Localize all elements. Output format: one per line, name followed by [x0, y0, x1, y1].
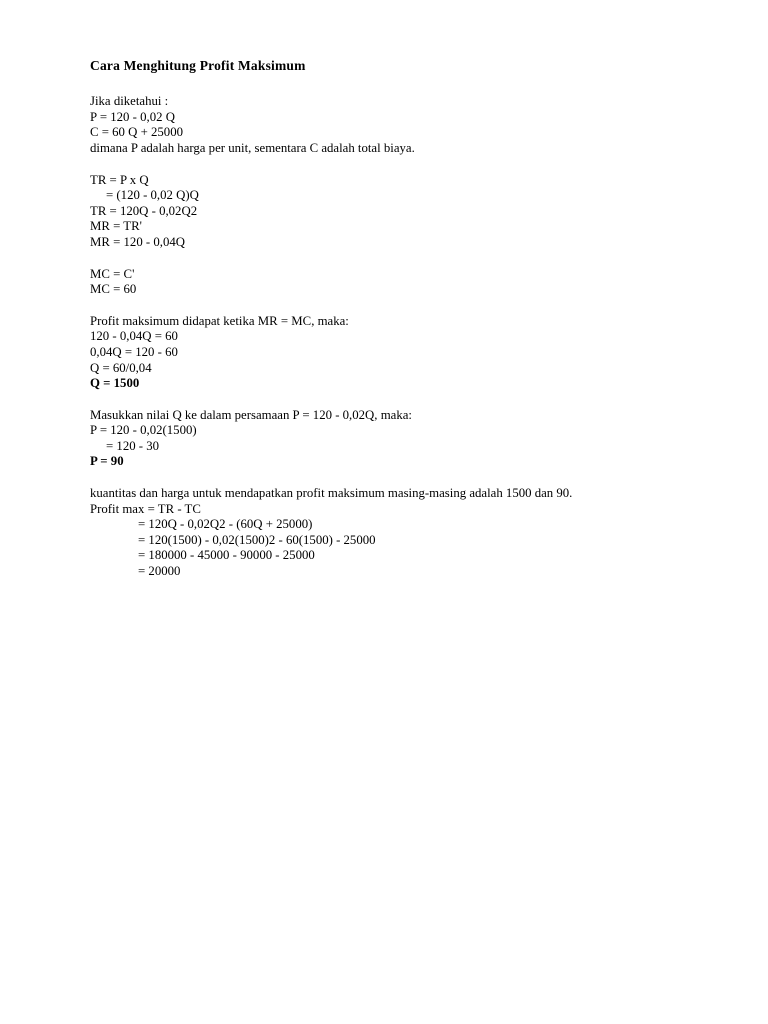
page-title: Cara Menghitung Profit Maksimum — [90, 58, 306, 73]
marginal-cost-block — [90, 267, 690, 298]
text-line: P = 120 - 0,02 Q — [90, 109, 175, 124]
given-block — [90, 94, 690, 156]
text-line: MC = C' — [90, 266, 135, 281]
revenue-block — [90, 173, 690, 251]
quantity-solution-block — [90, 314, 690, 392]
text-line: = 120(1500) - 0,02(1500)2 - 60(1500) - 25000 — [138, 532, 376, 547]
text-line: Jika diketahui : — [90, 94, 169, 109]
text-line: 120 - 0,04Q = 60 — [90, 329, 178, 344]
text-line: = (120 - 0,02 Q)Q — [106, 188, 199, 203]
text-line: Q = 60/0,04 — [90, 360, 152, 375]
text-line: = 120Q - 0,02Q2 - (60Q + 25000) — [138, 517, 313, 532]
text-line: = 120 - 30 — [106, 438, 160, 453]
text-line: MR = 120 - 0,04Q — [90, 234, 186, 249]
text-line: 0,04Q = 120 - 60 — [90, 344, 178, 359]
text-line: Q = 1500 — [90, 376, 140, 391]
document-body — [90, 58, 690, 596]
text-line: MR = TR' — [90, 219, 142, 234]
text-line: TR = P x Q — [90, 172, 149, 187]
text-line: dimana P adalah harga per unit, sementara C adalah total biaya. — [90, 140, 415, 155]
text-line: P = 90 — [90, 454, 124, 469]
text-line: = 20000 — [138, 564, 181, 579]
conclusion-block — [90, 486, 690, 580]
text-line: C = 60 Q + 25000 — [90, 125, 183, 140]
text-line: MC = 60 — [90, 282, 137, 297]
text-line: = 180000 - 45000 - 90000 - 25000 — [138, 548, 315, 563]
text-line: P = 120 - 0,02(1500) — [90, 423, 197, 438]
text-line: Profit maksimum didapat ketika MR = MC, maka: — [90, 313, 349, 328]
text-line: Profit max = TR - TC — [90, 501, 201, 516]
price-solution-block — [90, 408, 690, 470]
text-line: Masukkan nilai Q ke dalam persamaan P = 120 - 0,02Q, maka: — [90, 407, 412, 422]
text-line: TR = 120Q - 0,02Q2 — [90, 203, 198, 218]
text-line: kuantitas dan harga untuk mendapatkan profit maksimum masing-masing adalah 1500 dan 90. — [90, 486, 573, 501]
document-blocks — [90, 94, 690, 579]
